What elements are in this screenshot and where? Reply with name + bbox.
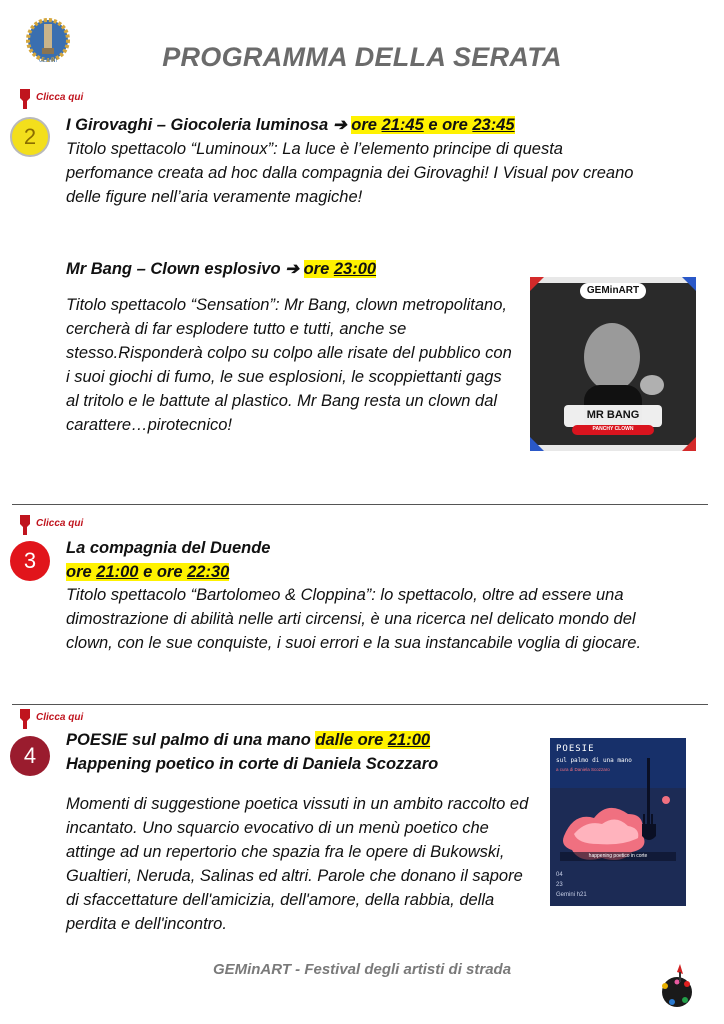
photo-name: MR BANG [586, 409, 640, 421]
duende-times-line [66, 560, 626, 584]
click-here-label: Clicca qui [36, 712, 84, 723]
mrbang-title: Mr Bang – Clown esplosivo [66, 260, 281, 278]
mrbang-heading [66, 257, 506, 281]
section-number-badge-2: 2 [10, 117, 50, 157]
girovaghi-description: Titolo spettacolo “Luminoux”: La luce è l’elemento principe di questa perfomance creata ad hoc dalla compagnia dei Girovaghi! I Visual pov creano delle figure nell’aria veramente magiche! [66, 140, 634, 206]
click-here-link-4[interactable] [16, 708, 83, 730]
pointing-hand-icon [16, 88, 34, 110]
svg-text:GEMINI: GEMINI [38, 58, 58, 64]
photo-tag: PANCHY CLOWN [592, 426, 634, 432]
pointing-hand-icon [16, 514, 34, 536]
poesie-description: Momenti di suggestione poetica vissuti in un ambito raccolto ed incantato. Uno squarcio evocativo di un menù poetico che attinge ad un repertorio che spazia fra le opere di Bukowski, Gualtieri, Neruda, Salinas ed altri. Parole che donano il sapore di sfaccettature dell'amicizia, dell'amore, della rabbia, della perdita e dell'incontro. [66, 795, 529, 933]
mrbang-description: Titolo spettacolo “Sensation”: Mr Bang, clown metropolitano, cercherà di far esplodere tutto e tutti, anche se stesso.Risponderà colpo su colpo alle risate del pubblico con i suoi giochi di fumo, le sue esplosioni, le scoppiettanti gags al tritolo e le battute al plastico. Mr Bang resta un clown dal carattere…pirotecnico! [66, 296, 512, 434]
duende-heading: La compagnia del Duende [66, 539, 271, 557]
poesie-title: POESIE sul palmo di una mano [66, 731, 311, 749]
pointing-hand-icon [16, 708, 34, 730]
click-here-label: Clicca qui [36, 518, 84, 529]
girovaghi-times: ore 21:45 e ore 23:45 [351, 116, 515, 134]
section-divider [12, 504, 708, 505]
poesie-subheading: Happening poetico in corte di Daniela Scozzaro [66, 755, 439, 773]
section-divider [12, 704, 708, 705]
page-footer: GEMinART - Festival degli artisti di strada [212, 961, 512, 978]
section-number-badge-3: 3 [10, 541, 50, 581]
duende-times: ore 21:00 e ore 22:30 [66, 563, 230, 581]
mrbang-photo [530, 277, 696, 451]
poster-subtitle: sul palmo di una mano [556, 757, 632, 764]
photo-brand: GEMinART [586, 285, 640, 296]
gemini-art-logo-icon [652, 962, 702, 1012]
poesie-poster [550, 738, 686, 906]
poesie-heading [66, 728, 536, 752]
page-title: PROGRAMMA DELLA SERATA [162, 42, 562, 72]
section-number-badge-4: 4 [10, 736, 50, 776]
mrbang-times: ore 23:00 [303, 260, 377, 278]
mrbang-photo-art [530, 277, 696, 451]
poster-credit: a cura di Daniela Scozzaro [556, 767, 610, 772]
poster-title: POESIE [556, 744, 595, 754]
duende-description: Titolo spettacolo “Bartolomeo & Cloppina”: lo spettacolo, oltre ad essere una dimostrazione di abilità nelle arti circensi, è una ricerca nel delicato mondo del clown, con le sue conquiste, i suoi errori e la sua instancabile voglia di giocare. [66, 586, 642, 652]
click-here-link-2[interactable] [16, 88, 83, 110]
arrow-right-icon: ➔ [332, 116, 347, 134]
arrow-right-icon: ➔ [285, 260, 299, 278]
poster-venue: Gemini h21 [556, 892, 587, 898]
poesie-times: dalle ore 21:00 [315, 731, 431, 749]
poster-date-1: 04 [556, 872, 563, 878]
poster-date-2: 23 [556, 882, 563, 888]
click-here-label: Clicca qui [36, 92, 84, 103]
girovaghi-title: I Girovaghi – Giocoleria luminosa [66, 116, 329, 134]
poster-caption: happening poetico in corte [588, 853, 648, 859]
girovaghi-heading [66, 113, 626, 137]
click-here-link-3[interactable] [16, 514, 83, 536]
